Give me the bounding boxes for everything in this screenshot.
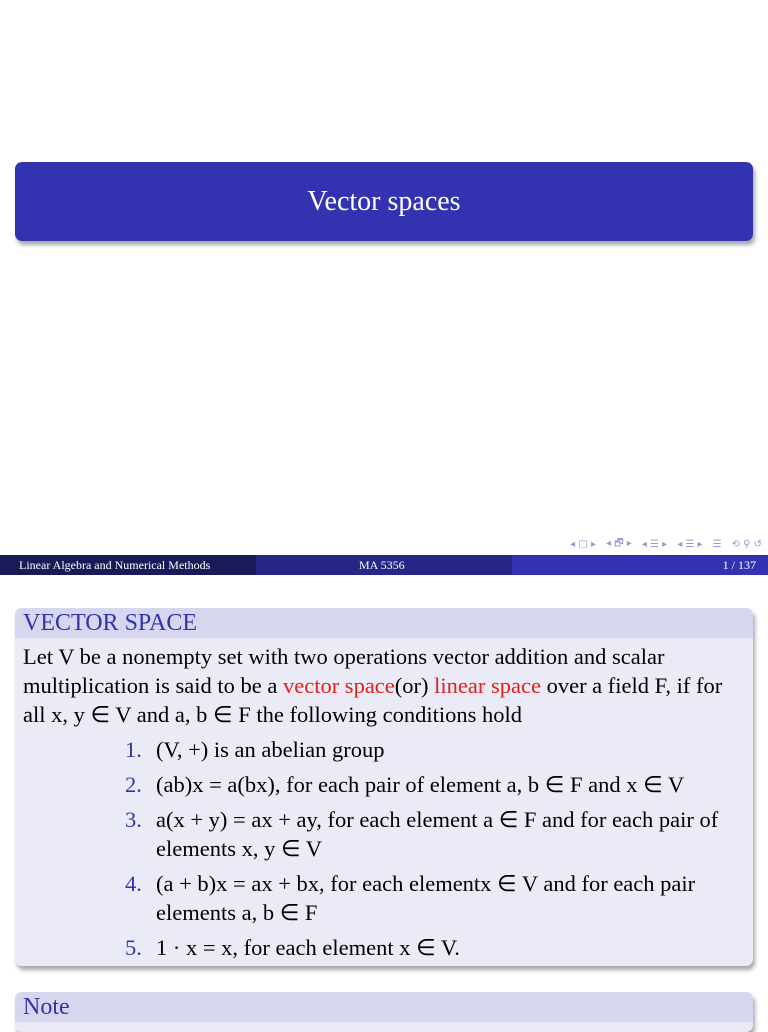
nav-frame-icon[interactable]: ◂ □ ▸: [570, 538, 597, 550]
footer-course: Linear Algebra and Numerical Methods: [0, 555, 256, 575]
block-title: VECTOR SPACE: [15, 608, 753, 638]
note-title: Note: [15, 992, 753, 1022]
list-item: 2. (ab)x = a(bx), for each pair of element a, b ∈ F and x ∈ V: [125, 772, 685, 797]
list-item: 3. a(x + y) = ax + ay, for each element a ∈ F and for each pair of elements x, y ∈ V: [125, 807, 719, 861]
list-item: 5. 1 · x = x, for each element x ∈ V.: [125, 935, 460, 960]
beamer-navigation[interactable]: [570, 537, 762, 551]
list-item: 4. (a + b)x = ax + bx, for each elementx ∈ V and for each pair elements a, b ∈ F: [125, 871, 696, 925]
list-item: 1. (V, +) is an abelian group: [125, 737, 385, 762]
slide-title-box: [15, 162, 753, 241]
nav-search-icon[interactable]: ⟲ ⚲ ↺: [731, 538, 762, 550]
slide-title: Vector spaces: [307, 185, 461, 217]
definition-block: [15, 608, 753, 966]
definition-text: Let V be a nonempty set with two operations vector addition and scalar multiplication is said to be a vector space(or) linear space over a field F, if for all x, y ∈ V and a, b ∈ F the following conditions hold: [23, 644, 723, 727]
footer-page: 1 / 137: [512, 555, 768, 575]
note-block: [15, 992, 753, 1032]
footer-code: MA 5356: [256, 555, 512, 575]
nav-section-icon[interactable]: ◂ ☰ ▸: [641, 538, 668, 550]
slide-footer: [0, 555, 768, 575]
term-vector-space: vector space: [282, 673, 395, 698]
term-linear-space: linear space: [434, 673, 541, 698]
nav-section2-icon[interactable]: ◂ ☰ ▸: [677, 538, 703, 550]
nav-toc-icon[interactable]: ☰: [712, 538, 722, 550]
block-body: [15, 638, 753, 966]
slide-2: [0, 576, 768, 1024]
conditions-list: [23, 735, 745, 962]
nav-subsection-icon[interactable]: ◂ 🗗 ▸: [606, 537, 632, 549]
